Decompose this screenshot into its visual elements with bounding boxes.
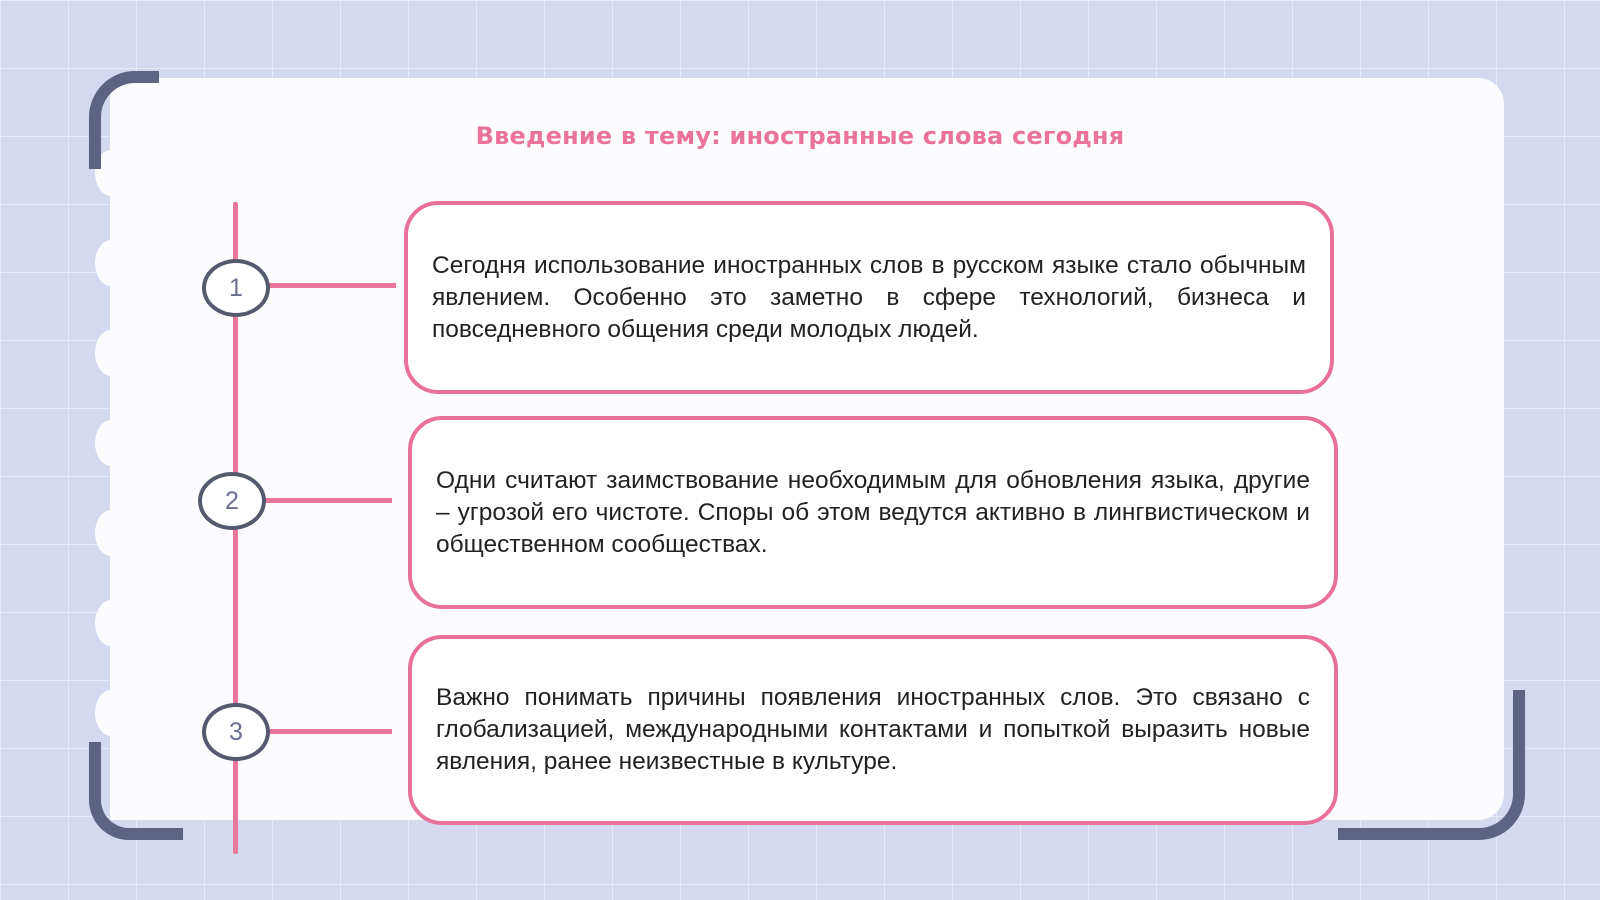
page-scallop: [95, 330, 127, 376]
slide-title: Введение в тему: иностранные слова сегодня: [475, 122, 1125, 150]
page-scallop: [95, 240, 127, 286]
page-scallop: [95, 510, 127, 556]
step-number-2: 2: [198, 472, 266, 530]
timeline-connector-1: [264, 283, 396, 288]
timeline-card-1: [404, 201, 1334, 394]
timeline-card-3: [408, 635, 1338, 825]
step-number-1: 1: [202, 259, 270, 317]
corner-bracket-bottom-left: [89, 742, 183, 840]
page-scallop: [95, 690, 127, 736]
timeline-card-2: [408, 416, 1338, 609]
timeline-card-text: Сегодня использование иностранных слов в русском языке стало обычным явлением. Особенно это заметно в сфере технологий, бизнеса и повседневного общения среди молодых людей.: [432, 251, 1306, 343]
timeline-connector-3: [264, 729, 392, 734]
timeline-connector-2: [260, 498, 392, 503]
corner-bracket-top-left: [89, 71, 159, 169]
step-number-3: 3: [202, 703, 270, 761]
timeline-card-text: Важно понимать причины появления иностранных слов. Это связано с глобализацией, международными контактами и попыткой выразить новые явления, ранее неизвестные в культуре.: [436, 684, 1310, 775]
page-scallop: [95, 600, 127, 646]
corner-bracket-bottom-right: [1338, 690, 1525, 840]
page-scallop: [95, 420, 127, 466]
timeline-card-text: Одни считают заимствование необходимым для обновления языка, другие – угрозой его чистоте. Споры об этом ведутся активно в лингвистическом и общественном сообществах.: [436, 466, 1310, 558]
